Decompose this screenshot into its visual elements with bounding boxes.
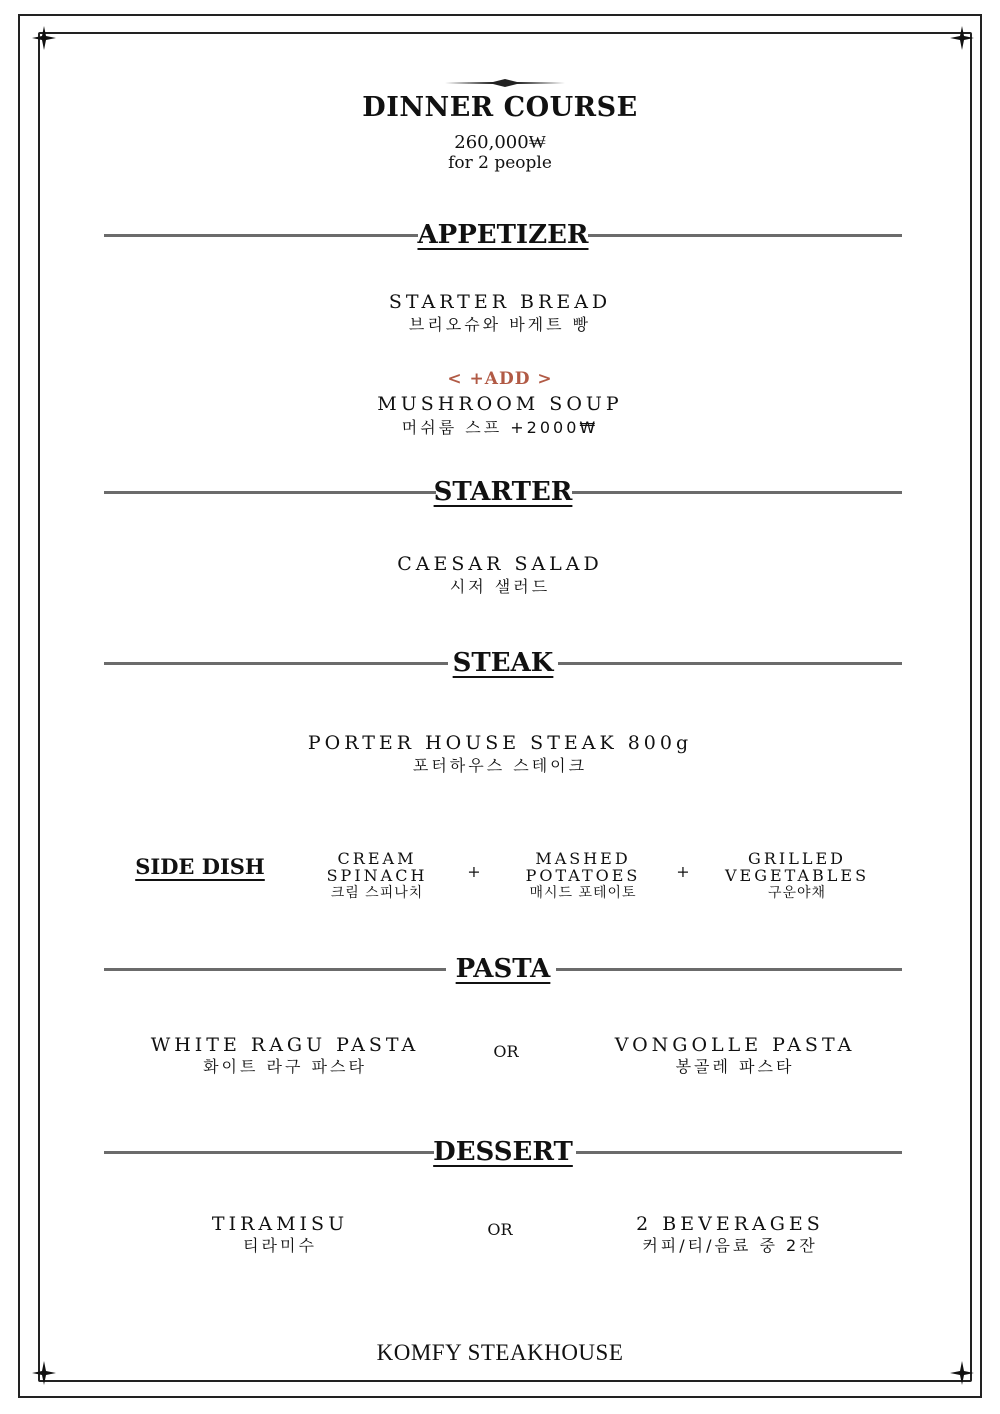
dish-name-ko: 브리오슈와 바게트 빵 [408, 315, 592, 334]
menu-title: DINNER COURSE [362, 92, 638, 123]
section-title: STARTER [433, 477, 573, 507]
dessert-option [620, 1213, 840, 1257]
or-separator: OR [493, 1042, 519, 1061]
corner-star-icon [31, 25, 57, 51]
side-dish-name-en: MASHED [535, 849, 631, 868]
side-dish-name-en: POTATOES [525, 866, 641, 885]
side-dish-item [297, 850, 457, 902]
dish-name-ko: 머쉬룸 스프 +2000₩ [401, 418, 599, 437]
plus-separator: + [676, 862, 690, 881]
course-price: 260,000₩ [454, 132, 546, 153]
dish-name-ko: 화이트 라구 파스타 [203, 1057, 367, 1076]
dish-name-ko: 봉골레 파스타 [675, 1057, 795, 1076]
side-dish-name-ko: 구운야채 [767, 885, 827, 901]
side-dish-name-ko: 매시드 포테이토 [529, 885, 637, 901]
dish-name-en: STARTER BREAD [388, 291, 612, 313]
side-dish-label: SIDE DISH [135, 854, 265, 879]
side-dish-item [712, 850, 882, 902]
section-header-dessert [104, 1132, 902, 1172]
section-header-appetizer [104, 215, 902, 255]
dish-name-en: TIRAMISU [211, 1213, 349, 1235]
section-title: STEAK [452, 648, 554, 678]
side-dish-name-en: VEGETABLES [724, 866, 870, 885]
section-header-steak [104, 643, 902, 683]
or-separator: OR [487, 1220, 513, 1239]
pasta-option [595, 1034, 875, 1078]
dish-name-en: VONGOLLE PASTA [614, 1034, 856, 1056]
plus-separator: + [467, 862, 481, 881]
dish-name-en: WHITE RAGU PASTA [150, 1034, 420, 1056]
serving-size: for 2 people [448, 153, 552, 173]
dish-name-ko: 커피/티/음료 중 2잔 [642, 1236, 818, 1255]
dish-name-ko: 티라미수 [243, 1236, 317, 1255]
section-title: DESSERT [433, 1137, 573, 1167]
dish-name-en: 2 BEVERAGES [636, 1213, 824, 1235]
section-header-starter [104, 472, 902, 512]
dish-name-ko: 시저 샐러드 [449, 577, 551, 596]
section-title: PASTA [455, 954, 551, 984]
side-dish-name-en: SPINACH [326, 866, 428, 885]
dish-name-ko: 포터하우스 스테이크 [412, 756, 588, 775]
dessert-option [185, 1213, 375, 1257]
addon-label: < +ADD > [447, 369, 553, 389]
side-dish-name-ko: 크림 스피나치 [330, 885, 424, 901]
side-dish-item [503, 850, 663, 902]
corner-star-icon [949, 25, 975, 51]
side-dish-name-en: GRILLED [748, 849, 846, 868]
pasta-option [140, 1034, 430, 1078]
side-dish-name-en: CREAM [337, 849, 417, 868]
dish-name-en: PORTER HOUSE STEAK 800g [307, 732, 693, 754]
dish-name-en: CAESAR SALAD [397, 553, 603, 575]
section-header-pasta [104, 949, 902, 989]
restaurant-name: KOMFY STEAKHOUSE [376, 1340, 624, 1365]
dish-name-en: MUSHROOM SOUP [377, 393, 623, 415]
ornament-divider-icon [445, 74, 565, 86]
section-title: APPETIZER [417, 220, 589, 250]
